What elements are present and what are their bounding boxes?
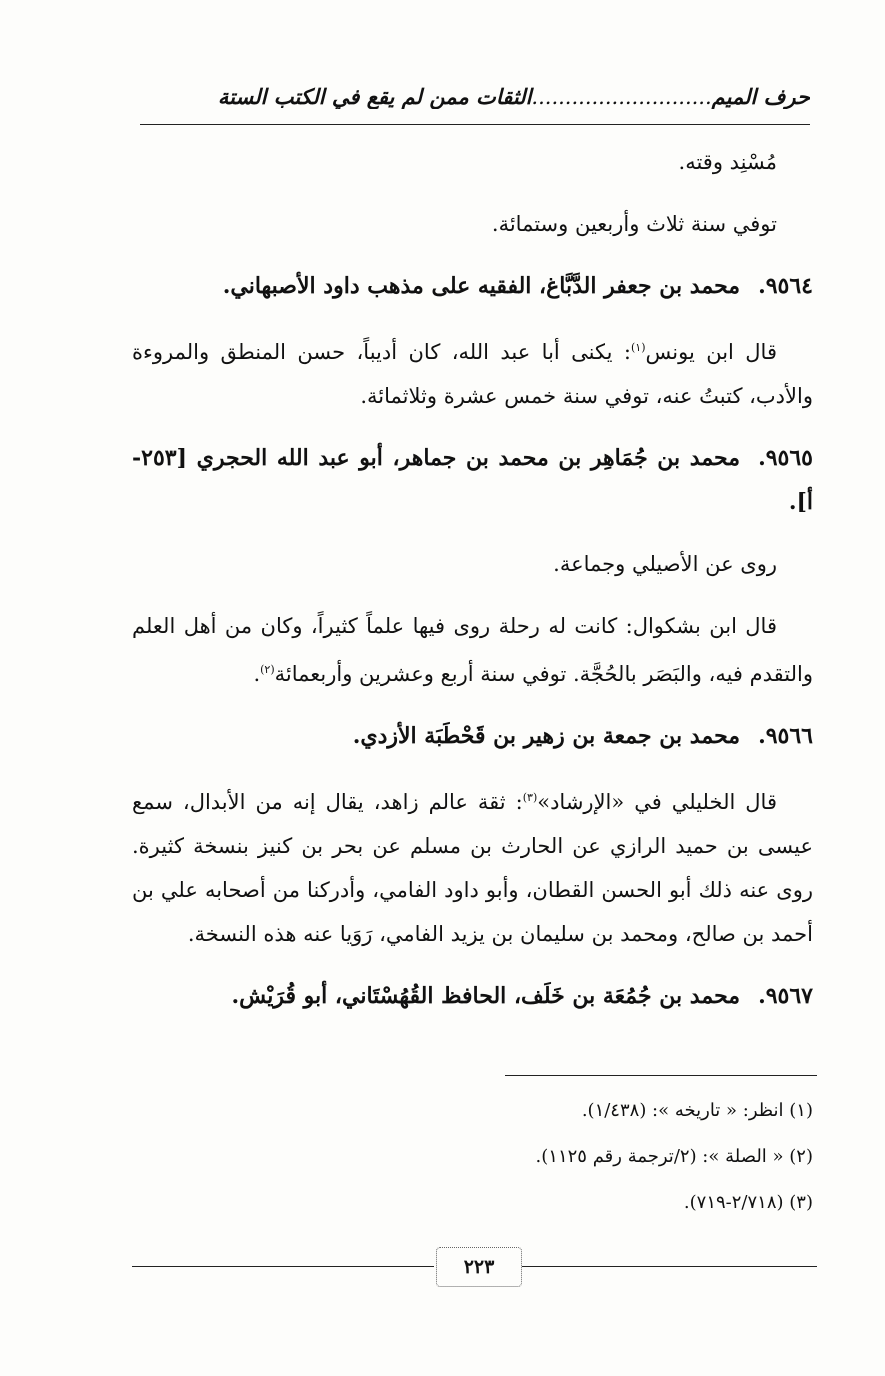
paragraph: توفي سنة ثلاث وأربعين وستمائة.	[491, 212, 777, 236]
footnote: (٣) (٢/٧١٨-٧١٩).	[683, 1192, 813, 1213]
paragraph: مُسْنِد وقته.	[678, 150, 777, 174]
page-number: ٢٢٣	[436, 1247, 522, 1287]
entry-number: ٩٥٦٤.	[758, 273, 813, 299]
page-body	[132, 140, 813, 1036]
entry-text	[132, 604, 813, 696]
entry-number: ٩٥٦٦.	[758, 723, 813, 749]
entry-title: محمد بن جعفر الدَّبَّاغ، الفقيه على مذهب داود الأصبهاني.	[222, 273, 741, 299]
entry-title: محمد بن جمعة بن زهير بن قَحْطَبَة الأزدي.	[352, 723, 741, 749]
footnote: (٢) « الصلة »: (٢/ترجمة رقم ١١٢٥).	[535, 1146, 813, 1167]
entry-text-part: : يكنى أبا عبد الله، كان أديباً، حسن المنطق والمروءة والأدب، كتبتُ عنه، توفي سنة خمس عشرة وثلاثمائة.	[132, 340, 813, 408]
header-book-title: الثقات ممن لم يقع في الكتب الستة	[217, 84, 532, 109]
bottom-rule-left	[132, 1266, 434, 1267]
entry-text-part: قال الخليلي في «الإرشاد»	[537, 790, 777, 814]
entry-heading	[132, 714, 813, 758]
header-rule	[140, 124, 810, 125]
entry-number: ٩٥٦٧.	[758, 983, 813, 1009]
entry-title: محمد بن جُمَاهِر بن محمد بن جماهر، أبو عبد الله الحجري [٢٥٣-أ].	[132, 445, 813, 515]
entry-text-part: قال ابن يونس	[645, 340, 777, 364]
entry-text-part: .	[253, 662, 261, 686]
header-dots: ...........................	[531, 85, 712, 109]
entry-number: ٩٥٦٥.	[758, 445, 813, 471]
entry-heading	[132, 436, 813, 524]
entry-text: روى عن الأصيلي وجماعة.	[553, 552, 777, 576]
entry-heading	[132, 974, 813, 1018]
footnotes	[132, 1088, 813, 1226]
header-chapter: حرف الميم	[711, 84, 810, 109]
running-header	[140, 84, 810, 109]
bottom-rule-right	[522, 1266, 817, 1267]
entry-text	[132, 326, 813, 418]
entry-text	[132, 776, 813, 956]
footnote-ref[interactable]: (٢)	[260, 663, 275, 676]
footnote-ref[interactable]: (٣)	[522, 791, 538, 804]
entry-title: محمد بن جُمُعَة بن خَلَف، الحافظ القُهُسْتَاني، أبو قُرَيْش.	[231, 983, 741, 1009]
footnote-rule	[505, 1075, 817, 1076]
footnote: (١) انظر: « تاريخه »: (١/٤٣٨).	[581, 1100, 813, 1121]
entry-text-part: قال ابن بشكوال: كانت له رحلة روى فيها علماً كثيراً، وكان من أهل العلم والتقدم فيه، والبَصَر بالحُجَّة. توفي سنة أربع وعشرين وأربعمائة	[132, 614, 813, 686]
entry-text-part: : ثقة عالم زاهد، يقال إنه من الأبدال، سمع عيسى بن حميد الرازي عن الحارث بن مسلم عن بحر بن كنيز بنسخة كثيرة. روى عنه ذلك أبو الحسن القطان، وأبو داود الفامي، وأدركنا من أصحابه علي بن أحمد بن صالح، ومحمد بن سليمان بن يزيد الفامي، رَوَيا عنه هذه النسخة.	[132, 790, 813, 946]
entry-heading	[132, 264, 813, 308]
footnote-ref[interactable]: (١)	[630, 341, 646, 354]
